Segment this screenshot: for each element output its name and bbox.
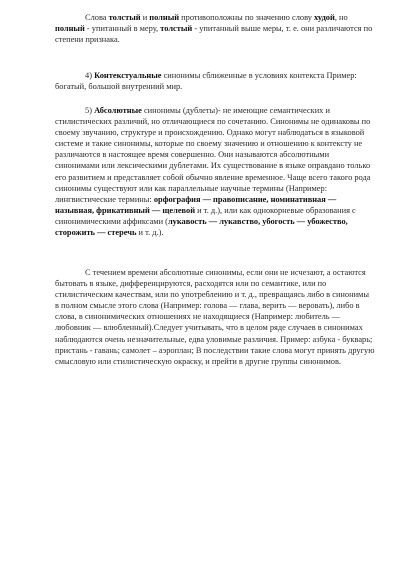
text-run: С течением времени абсолютные синонимы, если они не исчезают, а остаются бытовать в языке, дифференцируются, расходятся или по семантике, или по стилистическим качествам, или по употреблению и т. д., превращаясь либо в синонимы в полном смысле этого слова (Например: голова — глава, верить — веровать), либо в слова, в синонимических отношениях не находящиеся (Например: любитель — любовник — влюбленный).Следует учитывать, что в целом ряде случаев в синонимах наблюдаются очень незначительные, едва уловимые различия. Пример: азбука - букварь; пристань - гавань; самолет – аэроплан; В последствии такие слова могут принять другую смысловую или стилистическую окраску, и прейти в другие группы синонимов. [55,268,375,366]
list-number: 4) [85,71,95,80]
bold-term: Контекстуальные [94,71,162,80]
list-number: 5) [85,106,95,115]
bold-term: худой [314,13,335,22]
text-run: - упитанный выше меры, т. е. они различаются по степени признака. [55,24,373,45]
bold-term: полный [55,24,85,34]
text-run: , но [334,13,348,22]
bold-term: полный [149,13,180,22]
bold-term: Абсолютные [94,106,142,115]
bold-term: толстый [108,13,141,22]
bold-examples: лукавость — лукавство, убогость — убожество, сторожить — стеречь [55,216,348,238]
paragraph-degree-synonyms [55,12,375,45]
text-run: и т. д.), или как однокорневые образования с синонимическими аффиксами ( [55,205,356,226]
paragraph-synonym-evolution [55,267,375,367]
bold-term: толстый [160,24,193,34]
text-run: - упитанный в меру, [84,24,161,34]
text-run: противоположны по значению слову [179,13,315,22]
text-run: Слова [85,13,109,22]
text-run: синонимы сближенные в условиях контекста Пример: богатый, большой внутренний мир. [55,71,357,92]
text-run: синонимы (дублеты)- не имеющие семантических и стилистических различий, но отличающиеся по сочетанию. Синонимы не одинаковы по своему звучанию, структуре и происхождению. Однако могут наблюдаться в языковой системе и такие синонимы, которые по своему значению и отношению к контексту не различаются в настоящее время совершенно. Они называются абсолютными синонимами или лексическими дублетами. Их существование в языке оправдано только его развитием и представляет собой обычно явление временное. Чаще всего такого рода синонимы существуют или как параллельные научные термины (Например: лингвистические термины: [55,106,371,204]
paragraph-absolute-synonyms [55,105,375,238]
text-run: и [140,13,150,22]
paragraph-contextual-synonyms [55,70,375,92]
text-run: и т. д.). [136,228,164,238]
bold-examples: орфография — правописание, номинативная — назывная, фрикативный — щелевой [55,194,337,215]
